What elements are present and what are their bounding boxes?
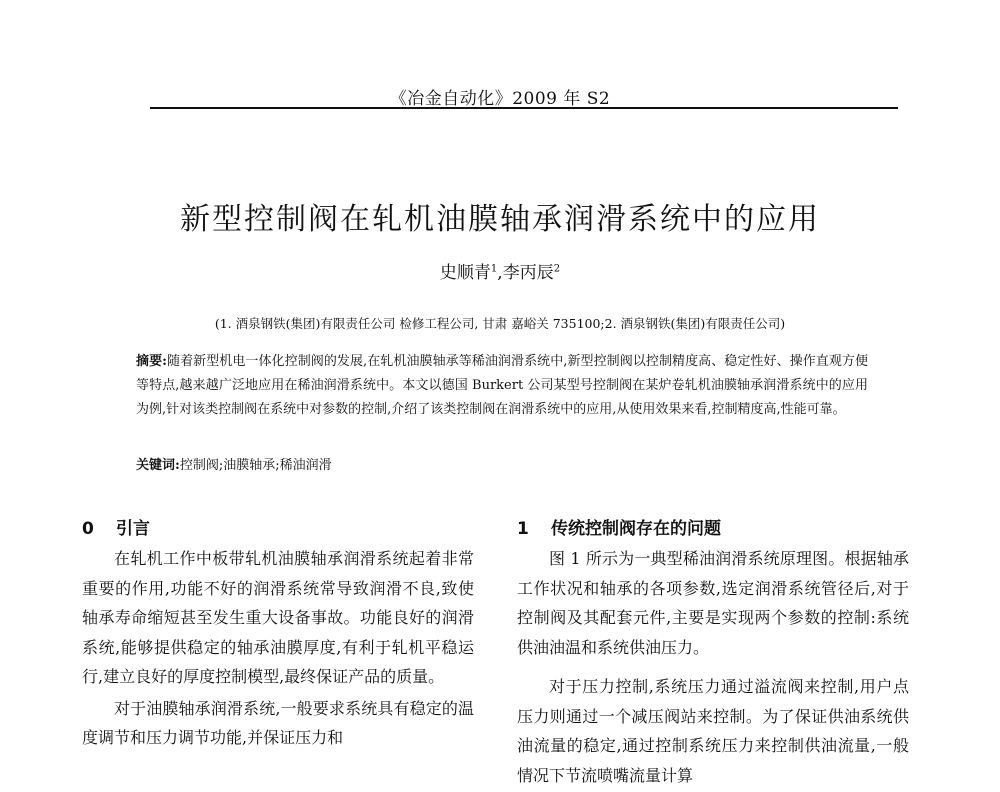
- author-affiliation-mark: 1: [490, 263, 498, 275]
- section-heading-introduction: [82, 514, 474, 544]
- keywords-text: 控制阀;油膜轴承;稀油润滑: [179, 458, 332, 473]
- right-column: [517, 514, 909, 792]
- body-paragraph: 对于油膜轴承润滑系统,一般要求系统具有稳定的温度调节和压力调节功能,并保证压力和: [82, 698, 474, 747]
- body-paragraph: 对于压力控制,系统压力通过溢流阀来控制,用户点压力则通过一个减压阀站来控制。为了保证供油系统供油流量的稳定,通过控制系统压力来控制供油流量,一般情况下节流喷嘴流量计算: [517, 677, 909, 785]
- keywords-label: 关键词:: [136, 458, 180, 473]
- section-title: 传统控制阀存在的问题: [551, 519, 721, 539]
- left-column: [82, 514, 474, 755]
- abstract-label: 摘要:: [136, 354, 167, 369]
- abstract: [136, 350, 868, 422]
- body-paragraph: 在轧机工作中板带轧机油膜轴承润滑系统起着非常重要的作用,功能不好的润滑系统常导致润滑不良,致使轴承寿命缩短甚至发生重大设备事故。功能良好的润滑系统,能够提供稳定的轴承油膜厚度,有利于轧机平稳运行,建立良好的厚度控制模型,最终保证产品的质量。: [82, 549, 474, 686]
- body-paragraph: 图 1 所示为一典型稀油润滑系统原理图。根据轴承工作状况和轴承的各项参数,选定润滑系统管径后,对于控制阀及其配套元件,主要是实现两个参数的控制:系统供油油温和系统供油压力。: [517, 549, 909, 657]
- abstract-text: 随着新型机电一体化控制阀的发展,在轧机油膜轴承等稀油润滑系统中,新型控制阀以控制精度高、稳定性好、操作直观方便等特点,越来越广泛地应用在稀油润滑系统中。本文以德国 Burkert 公司某型号控制阀在某炉卷轧机油膜轴承润滑系统中的应用为例,针对该类控制阀在系统中对参数的控制,介绍了该类控制阀在润滑系统中的应用,从使用效果来看,控制精度高,性能可靠。: [136, 354, 868, 417]
- author-line: [0, 258, 1000, 283]
- author-affiliation-mark: 2: [553, 263, 561, 275]
- author-name: 史顺青: [439, 263, 491, 283]
- affiliation: (1. 酒泉钢铁(集团)有限责任公司 检修工程公司, 甘肃 嘉峪关 735100;2. 酒泉钢铁(集团)有限责任公司): [214, 316, 786, 331]
- author-name: 李丙辰: [502, 263, 554, 283]
- section-number: 0: [82, 519, 94, 539]
- paper-title: 新型控制阀在轧机油膜轴承润滑系统中的应用: [180, 202, 820, 237]
- keywords: [136, 454, 868, 478]
- section-title: 引言: [116, 519, 150, 539]
- section-number: 1: [517, 519, 529, 539]
- header-rule: [150, 107, 898, 109]
- author-separator: ,: [497, 263, 503, 283]
- running-head: 《冶金自动化》2009 年 S2: [389, 89, 611, 109]
- section-heading-problems: [517, 514, 909, 544]
